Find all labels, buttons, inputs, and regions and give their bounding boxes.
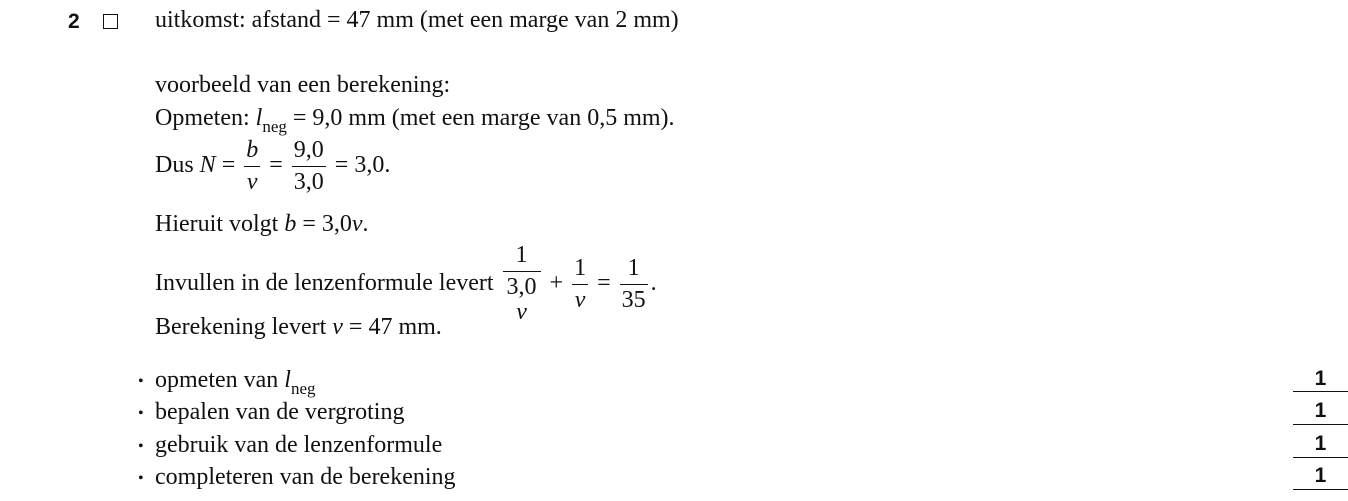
question-number: 2 (68, 10, 80, 33)
follows-prefix: Hieruit volgt (155, 211, 285, 237)
criterion-bullet: • (138, 470, 144, 487)
equals-sign: = (597, 269, 611, 296)
lens-formula-prefix: Invullen in de lenzenformule levert (155, 269, 494, 296)
criterion-score: 1 (1314, 399, 1327, 422)
criterion-text: completeren van de berekening (155, 464, 456, 490)
criterion-bullet: • (138, 438, 144, 455)
fraction-b-over-v (244, 138, 260, 195)
fraction-1-over-3v (503, 243, 541, 326)
v-variable: v (516, 299, 527, 326)
v-variable: v (351, 211, 363, 237)
result-line (155, 315, 442, 339)
result-prefix: Berekening levert (155, 314, 333, 340)
b-variable: b (284, 211, 297, 237)
criterion-bullet: • (138, 373, 144, 390)
magnification-line (155, 138, 390, 195)
follows-line (155, 212, 369, 236)
score-underline (1293, 424, 1348, 425)
fraction-numerator: 9,0 (292, 138, 326, 167)
equals-sign: = (215, 152, 236, 179)
criterion-text (155, 367, 316, 398)
example-heading: voorbeeld van een berekening: (155, 72, 451, 98)
result-suffix: = 47 mm. (342, 314, 442, 340)
fraction-numerator: 1 (572, 256, 588, 285)
measure-suffix: = 9,0 mm (met een marge van 0,5 mm). (286, 105, 675, 131)
fraction-numerator: 1 (620, 256, 648, 285)
N-variable: N (199, 152, 216, 179)
magnification-result: = 3,0. (334, 152, 391, 179)
l-variable: l (255, 105, 263, 131)
follows-middle: = 3,0 (296, 211, 352, 237)
period: . (650, 269, 657, 296)
criterion-text: bepalen van de vergroting (155, 399, 405, 425)
fraction-numerator: 1 (503, 243, 541, 272)
l-subscript: neg (290, 379, 316, 398)
criterion-bullet: • (138, 405, 144, 422)
fraction-denominator: v (246, 169, 258, 196)
equals-sign: = (269, 152, 283, 179)
fraction-9-over-3 (292, 138, 326, 195)
score-underline (1293, 457, 1348, 458)
fraction-denominator: 35 (621, 286, 646, 313)
v-variable: v (332, 314, 343, 340)
follows-suffix: . (362, 211, 369, 237)
measure-line (155, 105, 675, 136)
l-subscript: neg (262, 117, 287, 136)
answer-line: uitkomst: afstand = 47 mm (met een marge van 2 mm) (155, 7, 679, 33)
plus-sign: + (549, 269, 564, 296)
answer-checkbox[interactable] (103, 14, 118, 29)
fraction-denominator: v (574, 286, 586, 313)
criterion-score: 1 (1314, 367, 1327, 390)
fraction-numerator: b (244, 138, 260, 167)
criterion-text: gebruik van de lenzenformule (155, 432, 443, 458)
fraction-1-over-35 (620, 256, 648, 313)
criterion-label: opmeten van (155, 367, 285, 393)
measure-prefix: Opmeten: (155, 105, 256, 131)
score-underline (1293, 391, 1348, 392)
score-underline (1293, 489, 1348, 490)
criterion-score: 1 (1314, 432, 1327, 455)
denominator-number: 3,0 (506, 274, 537, 301)
l-variable: l (284, 367, 291, 393)
magnification-prefix: Dus (155, 152, 200, 179)
fraction-denominator (503, 272, 541, 325)
fraction-denominator: 3,0 (293, 169, 324, 196)
fraction-1-over-v (572, 256, 588, 313)
criterion-score: 1 (1314, 464, 1327, 487)
